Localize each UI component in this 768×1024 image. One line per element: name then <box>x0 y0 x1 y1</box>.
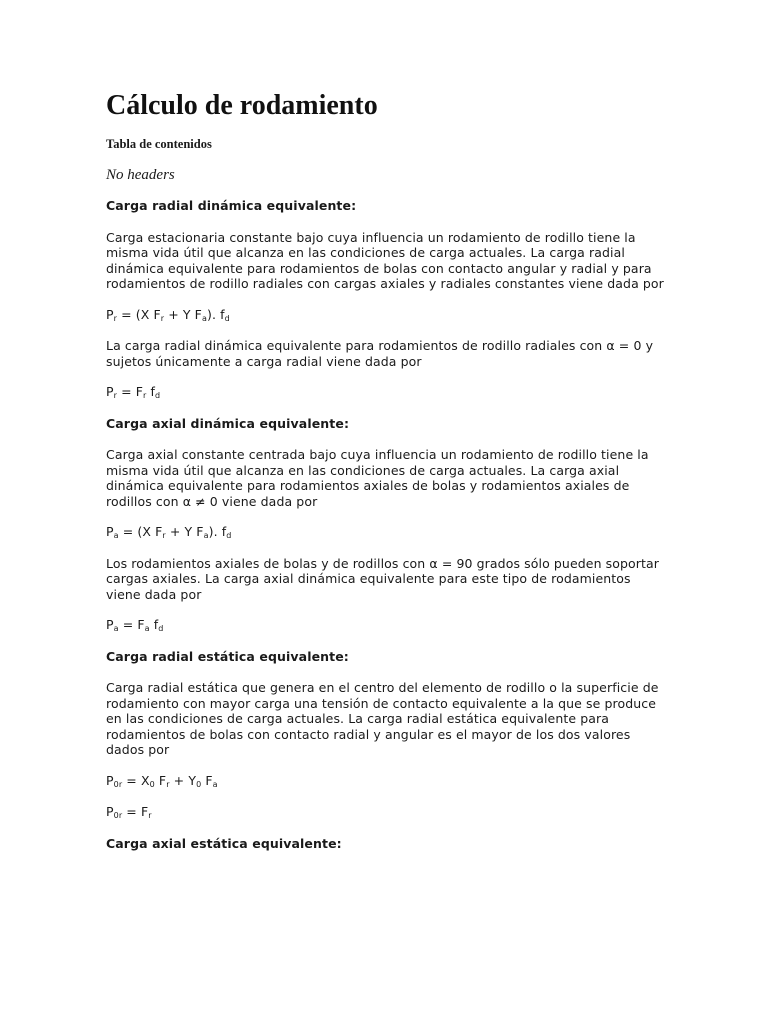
formula: $P_r = F_r$ $f_d$ <box>106 384 161 400</box>
formula: $P_r = (X$ $F_r + Y$ $F_a$). $f_d$ <box>106 306 230 323</box>
body-paragraph: Carga radial estática que genera en el centro del elemento de rodillo o la superficie de rodamiento con mayor carga una tensión de contacto equivalente a la que se produce en las condiciones de carga actuales. La carga radial estática equivalente para rodamientos de bolas con contacto radial y angular es el mayor de los dos valores dados por <box>106 680 659 757</box>
section-heading: Carga radial estática equivalente: <box>106 648 349 664</box>
body-paragraph: Carga estacionaria constante bajo cuya influencia un rodamiento de rodillo tiene la misma vida útil que alcanza en las condiciones de carga actuales. La carga radial dinámica equivalente para rodamientos de bolas con contacto angular y radial y para rodamientos de rodillo radiales con cargas axiales y radiales constantes viene dada por <box>106 229 664 291</box>
body-paragraph: La carga radial dinámica equivalente para rodamientos de rodillo radiales con α = 0 y sujetos únicamente a carga radial viene dada por <box>106 338 654 369</box>
section-heading: Carga radial dinámica equivalente: <box>106 198 357 213</box>
document-body <box>106 198 666 851</box>
body-paragraph: Los rodamientos axiales de bolas y de rodillos con α = 90 grados sólo pueden soportar cargas axiales. La carga axial dinámica equivalente para este tipo de rodamientos viene dada por <box>106 555 660 602</box>
formula: $P_a = (X$ $F_r + Y$ $F_a$). $f_d$ <box>106 524 232 540</box>
formula: $P_{0r} = X_0$ $F_r + Y_0$ $F_a$ <box>106 772 218 789</box>
section-heading: Carga axial estática equivalente: <box>106 835 342 851</box>
formula: $P_a = F_a$ $f_d$ <box>106 617 164 633</box>
formula: $P_{0r} = F_r$ <box>106 804 152 820</box>
body-paragraph: Carga axial constante centrada bajo cuya influencia un rodamiento de rodillo tiene la misma vida útil que alcanza en las condiciones de carga actuales. La carga axial dinámica equivalente para rodamientos axiales de bolas y rodamientos axiales de rodillos con α ≠ 0 viene dada por <box>106 447 649 509</box>
section-heading: Carga axial dinámica equivalente: <box>106 415 350 431</box>
page-title: Cálculo de rodamiento <box>106 90 378 121</box>
no-headers-note: No headers <box>106 167 175 183</box>
table-of-contents-label: Tabla de contenidos <box>106 137 212 151</box>
document-content <box>106 86 666 867</box>
